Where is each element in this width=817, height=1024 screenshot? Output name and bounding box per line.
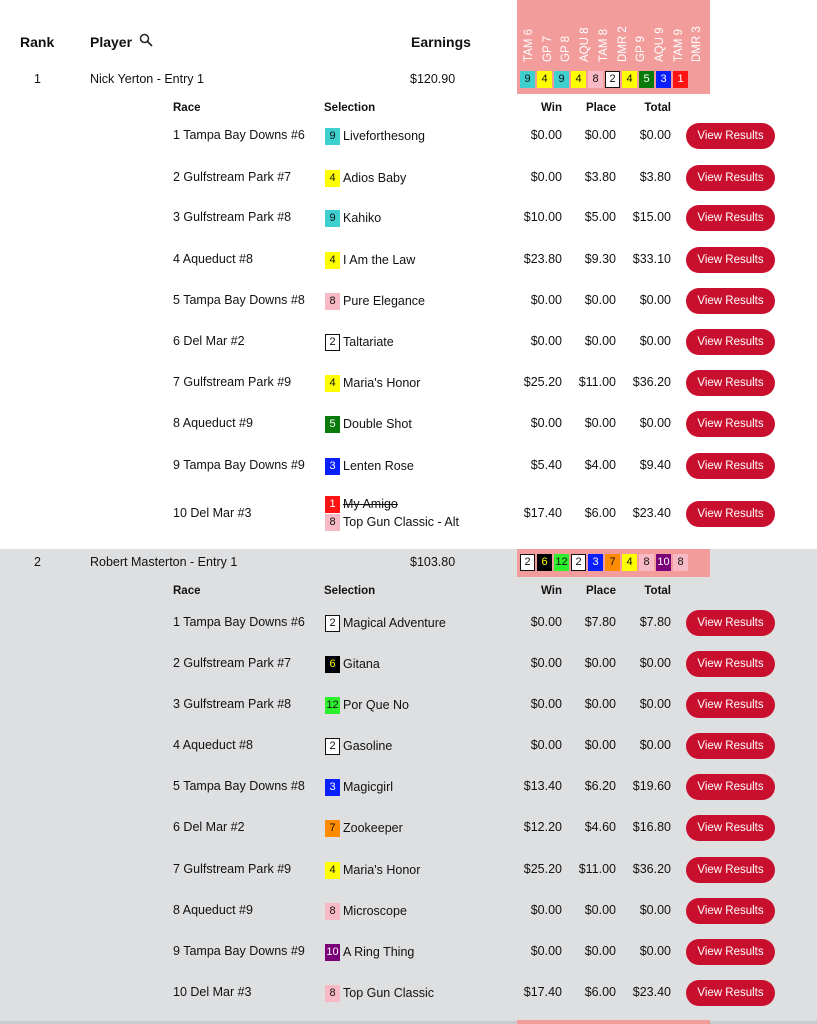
post-position-badge: 3 — [656, 71, 671, 88]
race-row — [0, 404, 817, 445]
selection-cell — [325, 819, 403, 837]
race-column-label-text: GP 9 — [635, 36, 648, 62]
view-results-button[interactable]: View Results — [686, 165, 775, 191]
place-amount: $0.00 — [584, 334, 616, 348]
selection — [325, 902, 407, 920]
horse-name: Magicgirl — [343, 780, 394, 794]
place-amount: $11.00 — [578, 375, 616, 389]
place-amount: $4.60 — [584, 820, 616, 834]
view-results-button[interactable]: View Results — [686, 453, 775, 479]
player-earnings: $103.80 — [410, 555, 456, 569]
selection-cell — [325, 169, 406, 187]
total-amount: $0.00 — [639, 944, 671, 958]
search-icon[interactable] — [139, 33, 153, 47]
race-row — [0, 603, 817, 644]
race-column-label-text: DMR 2 — [616, 26, 629, 62]
post-position-badge: 1 — [325, 496, 340, 513]
race-row — [0, 363, 817, 404]
place-amount: $0.00 — [584, 656, 616, 670]
post-position-badge: 12 — [325, 697, 340, 714]
total-amount: $0.00 — [639, 656, 671, 670]
horse-name: Double Shot — [343, 417, 412, 431]
selection — [325, 655, 380, 673]
post-position-badge: 4 — [325, 252, 340, 269]
selection — [325, 251, 415, 269]
selection — [325, 169, 406, 187]
post-position-badge: 2 — [325, 334, 340, 351]
view-results-button[interactable]: View Results — [686, 205, 775, 231]
race-name: 8 Aqueduct #9 — [173, 903, 253, 917]
place-amount: $11.00 — [578, 862, 616, 876]
race-row — [0, 726, 817, 767]
race-name: 2 Gulfstream Park #7 — [173, 170, 292, 184]
selection-cell — [325, 655, 380, 673]
place-amount: $3.80 — [584, 170, 616, 184]
post-position-badge: 4 — [537, 71, 552, 88]
total-amount: $0.00 — [639, 334, 671, 348]
selection — [325, 943, 414, 961]
race-name: 1 Tampa Bay Downs #6 — [173, 128, 305, 142]
selection — [325, 457, 414, 475]
post-position-badge: 8 — [325, 903, 340, 920]
horse-name: Adios Baby — [343, 171, 407, 185]
post-position-badge: 4 — [622, 71, 637, 88]
race-column-label — [651, 6, 669, 62]
race-row — [0, 281, 817, 322]
win-amount: $0.00 — [530, 416, 562, 430]
total-column-header: Total — [644, 585, 671, 597]
total-column-header: Total — [644, 102, 671, 114]
post-position-badge: 1 — [673, 71, 688, 88]
horse-name: Top Gun Classic — [343, 986, 435, 1000]
win-column-header: Win — [541, 102, 562, 114]
total-amount: $0.00 — [639, 293, 671, 307]
post-position-badge: 5 — [639, 71, 654, 88]
race-column-label-text: TAM 9 — [672, 28, 685, 62]
selection — [325, 415, 412, 433]
rank-header: Rank — [20, 34, 55, 50]
race-name: 2 Gulfstream Park #7 — [173, 656, 292, 670]
race-row — [0, 891, 817, 932]
race-name: 4 Aqueduct #8 — [173, 252, 253, 266]
horse-name: Lenten Rose — [343, 459, 414, 473]
selection — [325, 374, 420, 392]
place-amount: $9.30 — [584, 252, 616, 266]
race-row — [0, 240, 817, 281]
selection-cell — [325, 861, 420, 879]
place-amount: $5.00 — [584, 210, 616, 224]
selection-badges-strip — [517, 549, 710, 577]
horse-name: Maria's Honor — [343, 376, 421, 390]
post-position-badge: 2 — [325, 738, 340, 755]
total-amount: $33.10 — [632, 252, 671, 266]
race-column-label — [576, 6, 594, 62]
race-name: 7 Gulfstream Park #9 — [173, 862, 292, 876]
race-row — [0, 973, 817, 1014]
horse-name: Liveforthesong — [343, 129, 426, 143]
win-amount: $0.00 — [530, 293, 562, 307]
win-amount: $0.00 — [530, 903, 562, 917]
race-column-label — [520, 6, 538, 62]
race-name: 6 Del Mar #2 — [173, 334, 245, 348]
race-column-label-text: GP 7 — [541, 36, 554, 62]
total-amount: $0.00 — [639, 128, 671, 142]
post-position-badge: 8 — [639, 554, 654, 571]
place-amount: $0.00 — [584, 128, 616, 142]
view-results-button[interactable]: View Results — [686, 857, 775, 883]
selection-cell — [325, 415, 412, 433]
race-name: 7 Gulfstream Park #9 — [173, 375, 292, 389]
horse-name: Gitana — [343, 657, 380, 671]
total-amount: $15.00 — [632, 210, 671, 224]
post-position-badge: 5 — [325, 416, 340, 433]
race-column-label-text: TAM 8 — [597, 28, 610, 62]
horse-name: Top Gun Classic - Alt — [343, 515, 460, 529]
post-position-badge: 8 — [588, 71, 603, 88]
place-column-header: Place — [585, 585, 616, 597]
race-name: 5 Tampa Bay Downs #8 — [173, 779, 305, 793]
post-position-badge: 2 — [605, 71, 620, 88]
place-amount: $6.20 — [584, 779, 616, 793]
race-row — [0, 644, 817, 685]
total-amount: $0.00 — [639, 416, 671, 430]
post-position-badge: 4 — [622, 554, 637, 571]
selection-cell — [325, 374, 420, 392]
win-amount: $0.00 — [530, 944, 562, 958]
post-position-badge: 2 — [325, 615, 340, 632]
selection-badges — [520, 554, 688, 571]
selection-cell — [325, 614, 446, 632]
horse-name: Microscope — [343, 904, 407, 918]
race-row — [0, 850, 817, 891]
total-amount: $16.80 — [632, 820, 671, 834]
view-results-button[interactable]: View Results — [686, 980, 775, 1006]
post-position-badge: 8 — [673, 554, 688, 571]
race-name: 9 Tampa Bay Downs #9 — [173, 944, 305, 958]
post-position-badge: 7 — [605, 554, 620, 571]
race-column-label — [632, 6, 650, 62]
selection-cell — [325, 737, 392, 755]
horse-name: Pure Elegance — [343, 294, 426, 308]
race-name: 3 Gulfstream Park #8 — [173, 210, 292, 224]
place-amount: $4.00 — [584, 458, 616, 472]
post-position-badge: 9 — [325, 128, 340, 145]
place-amount: $0.00 — [584, 416, 616, 430]
win-amount: $12.20 — [523, 820, 562, 834]
race-column-header: Race — [173, 585, 201, 597]
selection — [325, 696, 409, 714]
selection-cell — [325, 251, 415, 269]
scratched-selection — [325, 495, 459, 513]
race-name: 4 Aqueduct #8 — [173, 738, 253, 752]
player-entry — [0, 549, 817, 1021]
view-results-button[interactable]: View Results — [686, 123, 775, 149]
place-amount: $6.00 — [584, 985, 616, 999]
selection — [325, 292, 425, 310]
race-table-header — [0, 581, 817, 603]
race-column-label-text: DMR 3 — [691, 26, 704, 62]
win-amount: $0.00 — [530, 334, 562, 348]
race-columns-strip-bottom — [517, 1020, 710, 1024]
post-position-badge: 3 — [588, 554, 603, 571]
player-earnings: $120.90 — [410, 72, 456, 86]
selection-cell — [325, 209, 381, 227]
place-amount: $0.00 — [584, 738, 616, 752]
total-amount: $23.40 — [632, 506, 671, 520]
race-name: 8 Aqueduct #9 — [173, 416, 253, 430]
selection — [325, 614, 446, 632]
race-name: 10 Del Mar #3 — [173, 506, 252, 520]
total-amount: $19.60 — [632, 779, 671, 793]
total-amount: $36.20 — [632, 862, 671, 876]
post-position-badge: 10 — [656, 554, 671, 571]
selection-badges-strip — [517, 66, 710, 94]
race-row — [0, 446, 817, 487]
total-amount: $23.40 — [632, 985, 671, 999]
selection-column-header: Selection — [324, 585, 376, 597]
race-column-label-text: AQU 9 — [653, 27, 666, 62]
win-amount: $0.00 — [530, 656, 562, 670]
place-amount: $0.00 — [584, 903, 616, 917]
selection-cell — [325, 292, 425, 310]
race-name: 5 Tampa Bay Downs #8 — [173, 293, 305, 307]
horse-name: A Ring Thing — [343, 945, 415, 959]
win-amount: $17.40 — [523, 506, 562, 520]
post-position-badge: 3 — [325, 458, 340, 475]
race-row — [0, 158, 817, 199]
race-column-label — [670, 6, 688, 62]
total-amount: $9.40 — [639, 458, 671, 472]
selection — [325, 819, 403, 837]
place-amount: $0.00 — [584, 293, 616, 307]
post-position-badge: 6 — [537, 554, 552, 571]
total-amount: $36.20 — [632, 375, 671, 389]
place-amount: $7.80 — [584, 615, 616, 629]
win-amount: $10.00 — [523, 210, 562, 224]
win-amount: $0.00 — [530, 615, 562, 629]
view-results-button[interactable]: View Results — [686, 288, 775, 314]
win-amount: $23.80 — [523, 252, 562, 266]
player-rank: 1 — [34, 72, 41, 86]
selection-cell — [325, 943, 414, 961]
earnings-header: Earnings — [411, 34, 471, 50]
post-position-badge: 9 — [520, 71, 535, 88]
selection — [325, 333, 394, 351]
post-position-badge: 6 — [325, 656, 340, 673]
post-position-badge: 9 — [325, 210, 340, 227]
win-amount: $0.00 — [530, 697, 562, 711]
selection-cell — [325, 495, 459, 531]
horse-name: My Amigo — [343, 497, 398, 511]
selection — [325, 861, 420, 879]
post-position-badge: 4 — [325, 862, 340, 879]
view-results-button[interactable]: View Results — [686, 610, 775, 636]
race-row — [0, 489, 817, 530]
view-results-button[interactable]: View Results — [686, 898, 775, 924]
race-row — [0, 767, 817, 808]
selection-cell — [325, 127, 425, 145]
race-column-label — [557, 6, 575, 62]
race-row — [0, 808, 817, 849]
horse-name: Magical Adventure — [343, 616, 446, 630]
view-results-button[interactable]: View Results — [686, 247, 775, 273]
race-name: 1 Tampa Bay Downs #6 — [173, 615, 305, 629]
race-column-label-text: TAM 6 — [523, 28, 535, 62]
player-row[interactable] — [0, 66, 817, 94]
player-rank: 2 — [34, 555, 41, 569]
horse-name: Zookeeper — [343, 821, 403, 835]
post-position-badge: 4 — [325, 375, 340, 392]
selection — [325, 209, 381, 227]
place-amount: $0.00 — [584, 944, 616, 958]
total-amount: $3.80 — [639, 170, 671, 184]
view-results-button[interactable]: View Results — [686, 329, 775, 355]
horse-name: Gasoline — [343, 739, 393, 753]
selection-cell — [325, 696, 409, 714]
player-header: Player — [90, 34, 133, 50]
view-results-button[interactable]: View Results — [686, 411, 775, 437]
win-amount: $17.40 — [523, 985, 562, 999]
post-position-badge: 2 — [571, 554, 586, 571]
race-name: 9 Tampa Bay Downs #9 — [173, 458, 305, 472]
view-results-button[interactable]: View Results — [686, 651, 775, 677]
horse-name: Por Que No — [343, 698, 410, 712]
view-results-button[interactable]: View Results — [686, 370, 775, 396]
race-column-label — [688, 6, 706, 62]
race-name: 10 Del Mar #3 — [173, 985, 252, 999]
view-results-button[interactable]: View Results — [686, 939, 775, 965]
selection — [325, 778, 393, 796]
race-column-label — [595, 6, 613, 62]
selection-badges — [520, 71, 688, 88]
horse-name: Taltariate — [343, 335, 394, 349]
selection — [325, 127, 425, 145]
post-position-badge: 3 — [325, 779, 340, 796]
total-amount: $0.00 — [639, 697, 671, 711]
selection-column-header: Selection — [324, 102, 376, 114]
post-position-badge: 12 — [554, 554, 569, 571]
post-position-badge: 8 — [325, 514, 340, 531]
post-position-badge: 10 — [325, 944, 340, 961]
total-amount: $7.80 — [639, 615, 671, 629]
selection-cell — [325, 333, 394, 351]
view-results-button[interactable]: View Results — [686, 692, 775, 718]
win-amount: $0.00 — [530, 738, 562, 752]
player-row[interactable] — [0, 549, 817, 577]
view-results-button[interactable]: View Results — [686, 815, 775, 841]
place-amount: $6.00 — [584, 506, 616, 520]
post-position-badge: 7 — [325, 820, 340, 837]
race-row — [0, 116, 817, 157]
selection-cell — [325, 902, 407, 920]
player-name[interactable]: Robert Masterton - Entry 1 — [90, 555, 238, 569]
race-column-label-text: GP 8 — [560, 36, 573, 62]
view-results-button[interactable]: View Results — [686, 501, 775, 527]
win-amount: $0.00 — [530, 170, 562, 184]
race-column-label-text: AQU 8 — [579, 27, 592, 62]
race-column-header: Race — [173, 102, 201, 114]
view-results-button[interactable]: View Results — [686, 733, 775, 759]
win-amount: $13.40 — [523, 779, 562, 793]
view-results-button[interactable]: View Results — [686, 774, 775, 800]
post-position-badge: 4 — [571, 71, 586, 88]
race-row — [0, 685, 817, 726]
post-position-badge: 9 — [554, 71, 569, 88]
selection-cell — [325, 457, 414, 475]
race-column-label — [614, 6, 632, 62]
total-amount: $0.00 — [639, 738, 671, 752]
post-position-badge: 8 — [325, 293, 340, 310]
selection — [325, 513, 459, 531]
post-position-badge: 4 — [325, 170, 340, 187]
race-row — [0, 322, 817, 363]
race-name: 6 Del Mar #2 — [173, 820, 245, 834]
horse-name: Maria's Honor — [343, 863, 421, 877]
selection — [325, 737, 392, 755]
selection-cell — [325, 778, 393, 796]
horse-name: I Am the Law — [343, 253, 416, 267]
race-name: 3 Gulfstream Park #8 — [173, 697, 292, 711]
place-amount: $0.00 — [584, 697, 616, 711]
horse-name: Kahiko — [343, 211, 382, 225]
win-amount: $25.20 — [523, 375, 562, 389]
race-row — [0, 932, 817, 973]
selection-cell — [325, 984, 434, 1002]
win-amount: $5.40 — [530, 458, 562, 472]
player-name[interactable]: Nick Yerton - Entry 1 — [90, 72, 204, 86]
race-column-label — [539, 6, 557, 62]
selection — [325, 984, 434, 1002]
win-amount: $25.20 — [523, 862, 562, 876]
post-position-badge: 2 — [520, 554, 535, 571]
win-column-header: Win — [541, 585, 562, 597]
post-position-badge: 8 — [325, 985, 340, 1002]
player-entry — [0, 66, 817, 549]
win-amount: $0.00 — [530, 128, 562, 142]
race-row — [0, 198, 817, 239]
place-column-header: Place — [585, 102, 616, 114]
total-amount: $0.00 — [639, 903, 671, 917]
